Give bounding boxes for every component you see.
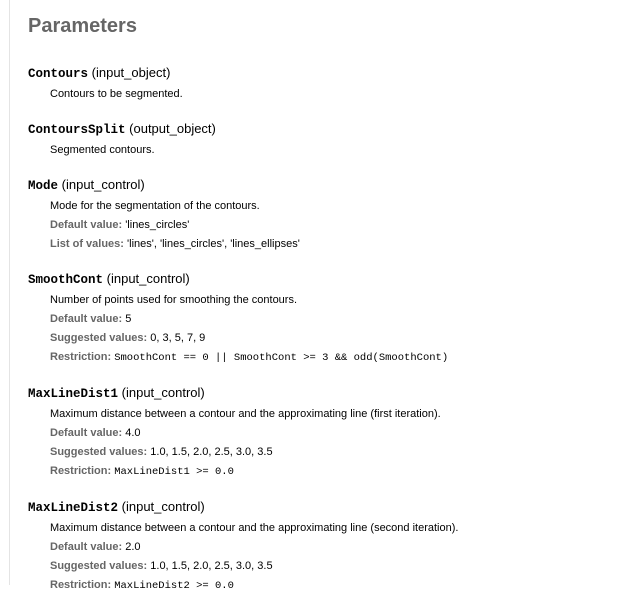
default-value-row [50, 538, 618, 557]
restriction-row [50, 462, 618, 482]
param-header [28, 176, 618, 195]
restriction-label: Restriction: [50, 465, 112, 477]
param-header [28, 270, 618, 289]
suggested-values: 0, 3, 5, 7, 9 [150, 332, 206, 344]
param-description: Maximum distance between a contour and the approximating line (second iteration). [50, 522, 459, 534]
param-maxlinedist1 [28, 384, 618, 482]
suggested-values-label: Suggested values: [50, 332, 148, 344]
param-name: ContoursSplit [28, 123, 126, 137]
suggested-values-label: Suggested values: [50, 560, 148, 572]
suggested-values-row [50, 443, 618, 462]
default-value-label: Default value: [50, 541, 123, 553]
param-body [50, 291, 618, 368]
param-header [28, 64, 618, 83]
list-of-values-label: List of values: [50, 238, 124, 250]
param-body [50, 85, 618, 104]
restriction-value: SmoothCont == 0 || SmoothCont >= 3 && odd(SmoothCont) [114, 352, 449, 364]
restriction-value: MaxLineDist2 >= 0.0 [114, 580, 234, 592]
default-value-row [50, 216, 618, 235]
suggested-values: 1.0, 1.5, 2.0, 2.5, 3.0, 3.5 [150, 446, 273, 458]
restriction-row [50, 348, 618, 368]
param-type: (input_control) [61, 177, 145, 192]
default-value: 4.0 [125, 427, 141, 439]
default-value-row [50, 424, 618, 443]
suggested-values-row [50, 329, 618, 348]
default-value-label: Default value: [50, 313, 123, 325]
suggested-values-label: Suggested values: [50, 446, 148, 458]
param-header [28, 120, 618, 139]
param-header [28, 384, 618, 403]
param-type: (input_control) [121, 385, 205, 400]
param-description: Mode for the segmentation of the contours. [50, 200, 260, 212]
default-value-label: Default value: [50, 219, 123, 231]
param-name: Contours [28, 67, 89, 81]
param-body [50, 519, 618, 596]
param-body [50, 197, 618, 254]
suggested-values-row [50, 557, 618, 576]
param-description: Number of points used for smoothing the contours. [50, 294, 298, 306]
param-header [28, 498, 618, 517]
param-mode [28, 176, 618, 254]
param-description: Contours to be segmented. [50, 88, 183, 100]
param-contourssplit [28, 120, 618, 160]
parameters-section [28, 12, 618, 596]
param-maxlinedist2 [28, 498, 618, 596]
page-title: Parameters [28, 15, 137, 37]
default-value: 2.0 [125, 541, 141, 553]
param-name: MaxLineDist1 [28, 387, 119, 401]
param-name: MaxLineDist2 [28, 501, 119, 515]
list-of-values-row [50, 235, 618, 254]
default-value-row [50, 310, 618, 329]
param-body [50, 405, 618, 482]
restriction-row [50, 576, 618, 596]
param-type: (input_control) [121, 499, 205, 514]
restriction-label: Restriction: [50, 351, 112, 363]
suggested-values: 1.0, 1.5, 2.0, 2.5, 3.0, 3.5 [150, 560, 273, 572]
param-body [50, 141, 618, 160]
param-type: (output_object) [129, 121, 216, 136]
restriction-label: Restriction: [50, 579, 112, 591]
default-value: 5 [125, 313, 132, 325]
left-border-rule [9, 0, 10, 585]
param-name: SmoothCont [28, 273, 104, 287]
param-contours [28, 64, 618, 104]
param-description: Maximum distance between a contour and the approximating line (first iteration). [50, 408, 441, 420]
restriction-value: MaxLineDist1 >= 0.0 [114, 466, 234, 478]
default-value: 'lines_circles' [125, 219, 190, 231]
param-description: Segmented contours. [50, 144, 155, 156]
param-type: (input_object) [91, 65, 171, 80]
default-value-label: Default value: [50, 427, 123, 439]
param-smoothcont [28, 270, 618, 368]
list-of-values: 'lines', 'lines_circles', 'lines_ellipses' [127, 238, 300, 250]
param-type: (input_control) [106, 271, 190, 286]
param-name: Mode [28, 179, 59, 193]
